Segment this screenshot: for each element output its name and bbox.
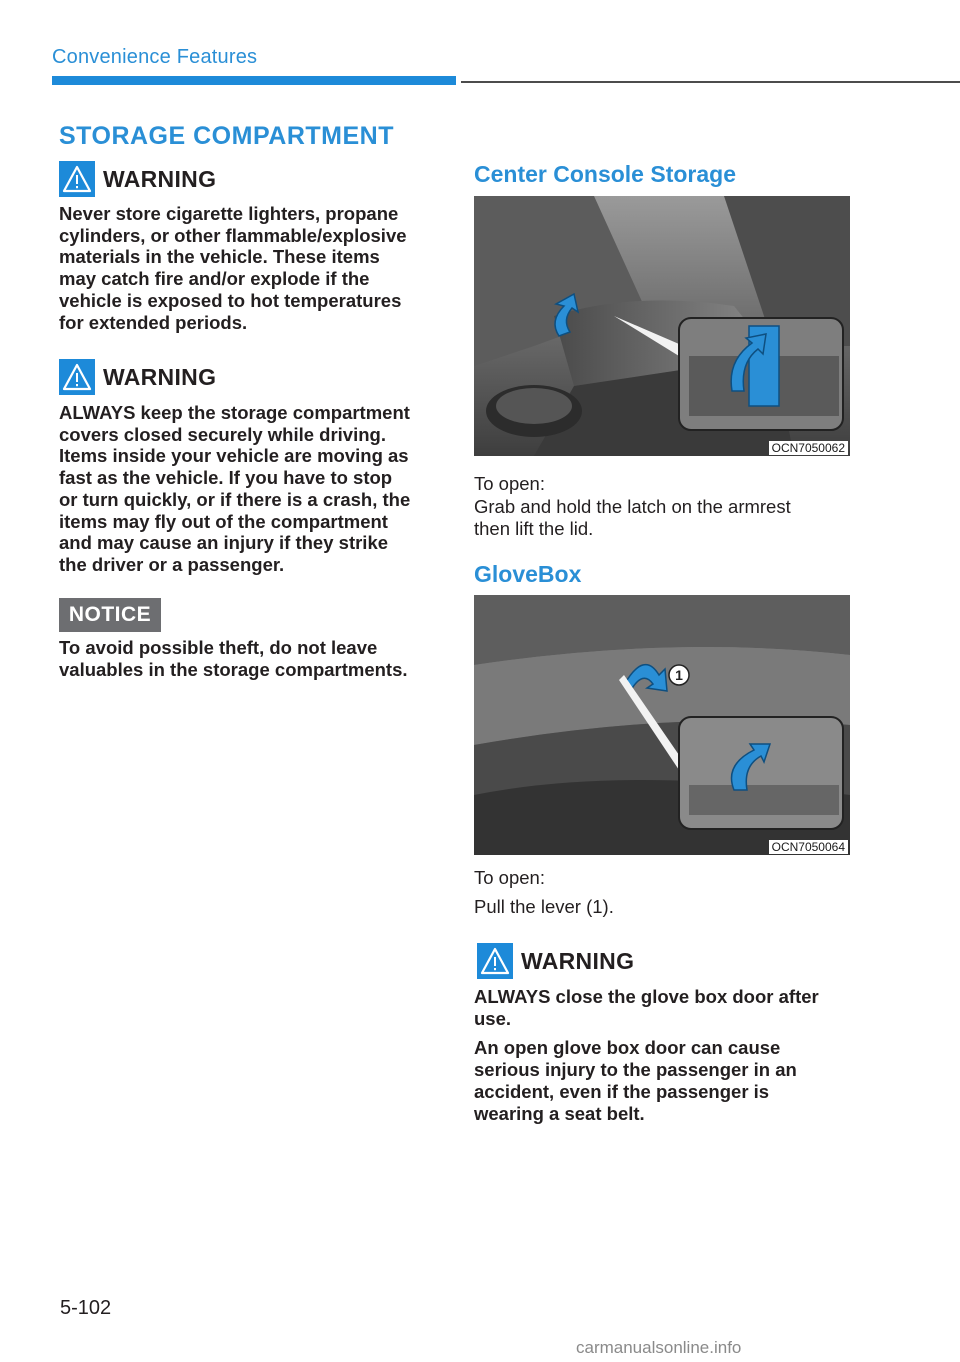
center-console-instruction (474, 496, 791, 539)
warning-triangle-icon (59, 161, 95, 197)
text-line: Grab and hold the latch on the armrest (474, 496, 791, 517)
glovebox-to-open: To open: (474, 867, 545, 888)
text-line: or turn quickly, or if there is a crash, the (59, 488, 411, 510)
chapter-title: Convenience Features (52, 46, 258, 68)
page-number: 5-102 (60, 1297, 112, 1319)
paragraph-gap (474, 1029, 819, 1037)
text-line: vehicle is exposed to hot temperatures (59, 289, 402, 311)
image-code: OCN7050062 (769, 441, 848, 455)
warning-label: WARNING (521, 947, 635, 974)
warning-label: WARNING (103, 165, 217, 192)
callout-number: 1 (675, 667, 683, 683)
warning-header-2 (59, 359, 216, 395)
text-line: An open glove box door can cause (474, 1037, 781, 1059)
center-console-photo (474, 196, 850, 456)
text-line: wearing a seat belt. (474, 1102, 645, 1124)
text-line: To avoid possible theft, do not leave (59, 637, 378, 658)
section-title: STORAGE COMPARTMENT (59, 122, 394, 150)
text-line: items may fly out of the compartment (59, 510, 388, 532)
text-line: may catch fire and/or explode if the (59, 268, 370, 290)
warning-header-1 (59, 161, 216, 197)
glovebox-photo (474, 595, 850, 855)
header-rule-accent (52, 76, 456, 85)
center-console-title: Center Console Storage (474, 161, 736, 187)
text-line: covers closed securely while driving. (59, 423, 386, 445)
warning-text-1 (59, 203, 407, 333)
text-line: fast as the vehicle. If you have to stop (59, 467, 393, 489)
warning-header-3 (477, 943, 634, 979)
text-line: cylinders, or other flammable/explosive (59, 224, 407, 246)
warning-triangle-icon (477, 943, 513, 979)
text-line: use. (474, 1007, 512, 1029)
text-line: serious injury to the passenger in an (474, 1059, 797, 1081)
warning-text-2 (59, 402, 410, 576)
image-code: OCN7050064 (769, 840, 848, 854)
watermark: carmanualsonline.info (576, 1338, 742, 1357)
center-console-to-open: To open: (474, 473, 545, 494)
warning-triangle-icon (59, 359, 95, 395)
text-line: valuables in the storage compartments. (59, 658, 408, 680)
text-line: then lift the lid. (474, 517, 594, 539)
text-line: the driver or a passenger. (59, 553, 285, 575)
warning-label: WARNING (103, 363, 217, 390)
notice-text (59, 637, 408, 680)
notice-label: NOTICE (59, 598, 161, 632)
header-rule (461, 81, 960, 83)
warning-text-3 (474, 986, 819, 1124)
text-line: materials in the vehicle. These items (59, 246, 380, 268)
text-line: Items inside your vehicle are moving as (59, 445, 409, 467)
text-line: and may cause an injury if they strike (59, 532, 389, 554)
text-line: ALWAYS keep the storage compartment (59, 402, 410, 423)
glovebox-title: GloveBox (474, 561, 582, 587)
text-line: accident, even if the passenger is (474, 1080, 770, 1102)
text-line: Never store cigarette lighters, propane (59, 203, 399, 224)
text-line: for extended periods. (59, 311, 248, 333)
glovebox-instruction: Pull the lever (1). (474, 896, 614, 917)
text-line: ALWAYS close the glove box door after (474, 986, 819, 1007)
